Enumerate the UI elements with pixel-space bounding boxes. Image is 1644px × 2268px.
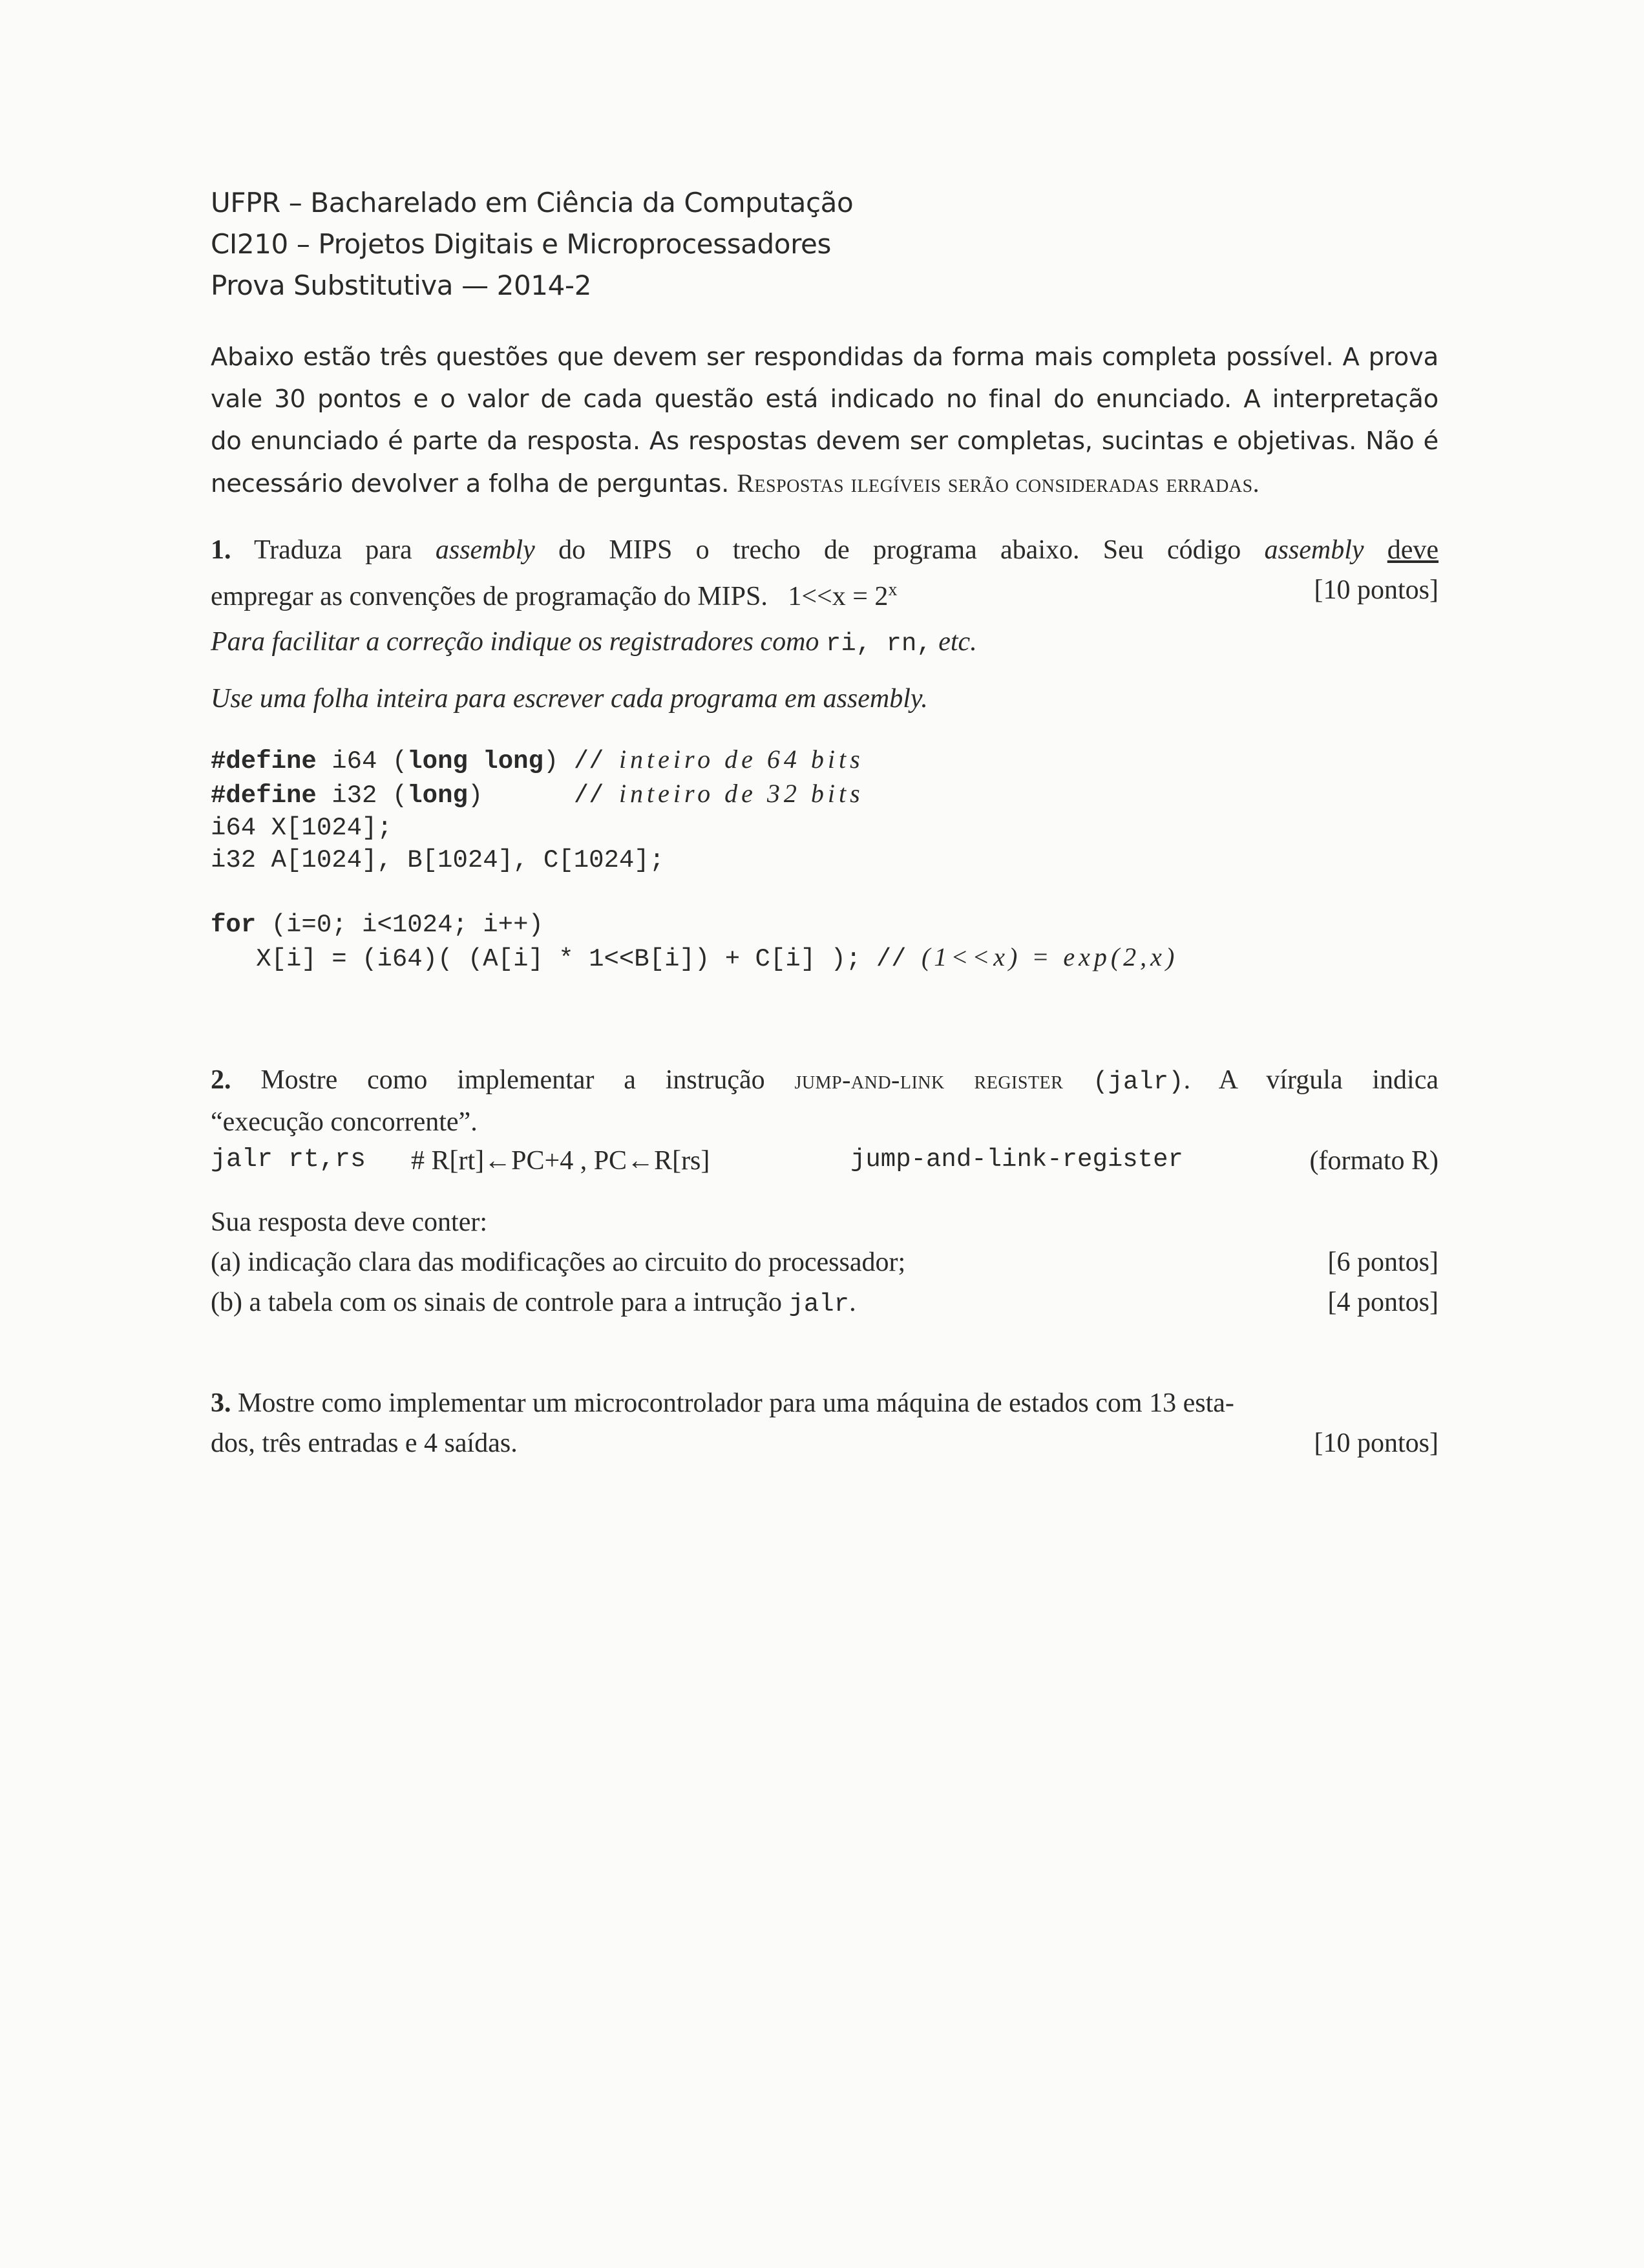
header-exam: Prova Substitutiva — 2014-2 — [211, 270, 592, 301]
q1-text: Traduza para — [253, 535, 412, 565]
code-text: ) // — [467, 781, 619, 810]
q1-points: [10 pontos] — [1314, 575, 1438, 605]
code-comment: inteiro de 32 bits — [618, 779, 864, 808]
q1-formula-exponent: x — [888, 580, 898, 600]
question-number: 3. — [211, 1388, 231, 1418]
intro-line — [211, 462, 1438, 505]
q2-item-a — [211, 1242, 1438, 1282]
q2-item-points: [4 pontos] — [1327, 1288, 1438, 1317]
q1-line-1 — [211, 530, 1438, 570]
q1-text: assembly — [435, 535, 535, 565]
code-line — [211, 778, 1178, 812]
question-number: 2. — [211, 1065, 231, 1095]
q1-text: deve — [1387, 535, 1439, 565]
q2-item-points: [6 pontos] — [1327, 1247, 1438, 1277]
q1-text: do MIPS o trecho de programa abaixo. Seu código — [558, 535, 1241, 565]
header-university: UFPR – Bacharelado em Ciência da Computação — [211, 187, 854, 218]
q2-instr-code: jalr rt,rs — [211, 1145, 366, 1174]
code-text: (i=0; i<1024; i++) — [256, 911, 543, 939]
code-line — [211, 743, 1178, 778]
q2-instr-rtl: # R[rt]←PC+4 , PC←R[rs] — [411, 1146, 710, 1176]
question-2 — [211, 1060, 1438, 1142]
q2-line-1 — [211, 1060, 1438, 1102]
code-text: X[i] = (i64)( (A[i] * 1<<B[i]) + C[i] ); // — [211, 945, 922, 973]
q2-resp-line: Sua resposta deve conter: — [211, 1207, 488, 1237]
q1-note-1 — [211, 622, 1438, 664]
q1-note-text: etc. — [938, 627, 977, 657]
code-text: i32 ( — [316, 781, 408, 810]
code-text: ) // — [543, 747, 619, 776]
q1-note-line: Use uma folha inteira para escrever cada programa em assembly. — [211, 684, 928, 714]
q1-note-text: Para facilitar a correção indique os registradores como — [211, 627, 819, 657]
q3-line-1 — [211, 1383, 1438, 1423]
intro-warning: Respostas ilegíveis serão consideradas erradas. — [737, 469, 1260, 498]
q1-note-code: ri, rn, — [825, 630, 932, 658]
q3-text: Mostre como implementar um microcontrolador para uma máquina de estados com 13 esta- — [238, 1388, 1234, 1418]
code-line — [211, 909, 1178, 941]
code-text: i64 ( — [316, 747, 408, 776]
intro-line: vale 30 pontos e o valor de cada questão está indicado no final do enunciado. A interpretação — [211, 385, 1438, 414]
code-keyword: for — [211, 911, 257, 939]
code-line: i64 X[1024]; — [211, 814, 392, 842]
q2-item-text: (b) a tabela com os sinais de controle para a intrução — [211, 1288, 782, 1317]
exam-header — [211, 182, 853, 306]
intro-line: Abaixo estão três questões que devem ser respondidas da forma mais completa possível. A prova — [211, 343, 1438, 372]
q2-item-text: . — [849, 1288, 856, 1317]
q2-instruction-name: jump-and-link register — [794, 1065, 1064, 1094]
code-keyword: #define — [211, 781, 317, 810]
q1-code-block — [211, 743, 1178, 975]
q3-text: dos, três entradas e 4 saídas. — [211, 1428, 518, 1458]
q3-line-2 — [211, 1423, 1438, 1463]
code-comment: (1<<x) = exp(2,x) — [921, 942, 1179, 971]
code-keyword: long — [407, 781, 468, 810]
q2-item-b — [211, 1282, 1438, 1324]
q2-item-code: jalr — [788, 1290, 850, 1319]
q2-requirements — [211, 1202, 1438, 1324]
q2-text: . A vírgula indica — [1183, 1065, 1439, 1095]
q2-instruction-code: (jalr) — [1093, 1068, 1184, 1096]
q1-formula: 1<<x = 2 — [788, 582, 889, 611]
intro-text: necessário devolver a folha de perguntas. — [211, 469, 730, 498]
question-1 — [211, 530, 1438, 617]
intro-line: do enunciado é parte da resposta. As respostas devem ser completas, sucintas e objetivas. Não é — [211, 427, 1438, 456]
q2-line-2: “execução concorrente”. — [211, 1107, 478, 1137]
code-keyword: long long — [407, 747, 543, 776]
code-blank-line — [211, 876, 1178, 909]
q2-item-text: (a) indicação clara das modificações ao circuito do processador; — [211, 1247, 906, 1277]
question-number: 1. — [211, 535, 231, 565]
q1-text: assembly — [1264, 535, 1364, 565]
q2-instr-name: jump-and-link-register — [850, 1145, 1183, 1174]
code-keyword: #define — [211, 747, 317, 776]
q2-instr-format: (formato R) — [1309, 1146, 1438, 1176]
code-line — [211, 941, 1178, 975]
q1-line-2 — [211, 570, 1438, 617]
code-line: i32 A[1024], B[1024], C[1024]; — [211, 846, 665, 874]
header-course: CI210 – Projetos Digitais e Microprocessadores — [211, 228, 831, 260]
intro-paragraph — [211, 336, 1438, 505]
q2-instruction-row — [211, 1145, 1438, 1185]
q1-note-line — [211, 622, 1438, 664]
q1-text: empregar as convenções de programação do MIPS. — [211, 582, 768, 611]
q2-text: Mostre como implementar a instrução — [260, 1065, 765, 1095]
q3-points: [10 pontos] — [1314, 1428, 1438, 1458]
question-3 — [211, 1383, 1438, 1463]
q1-note-2 — [211, 679, 1438, 719]
code-comment: inteiro de 64 bits — [618, 745, 864, 774]
